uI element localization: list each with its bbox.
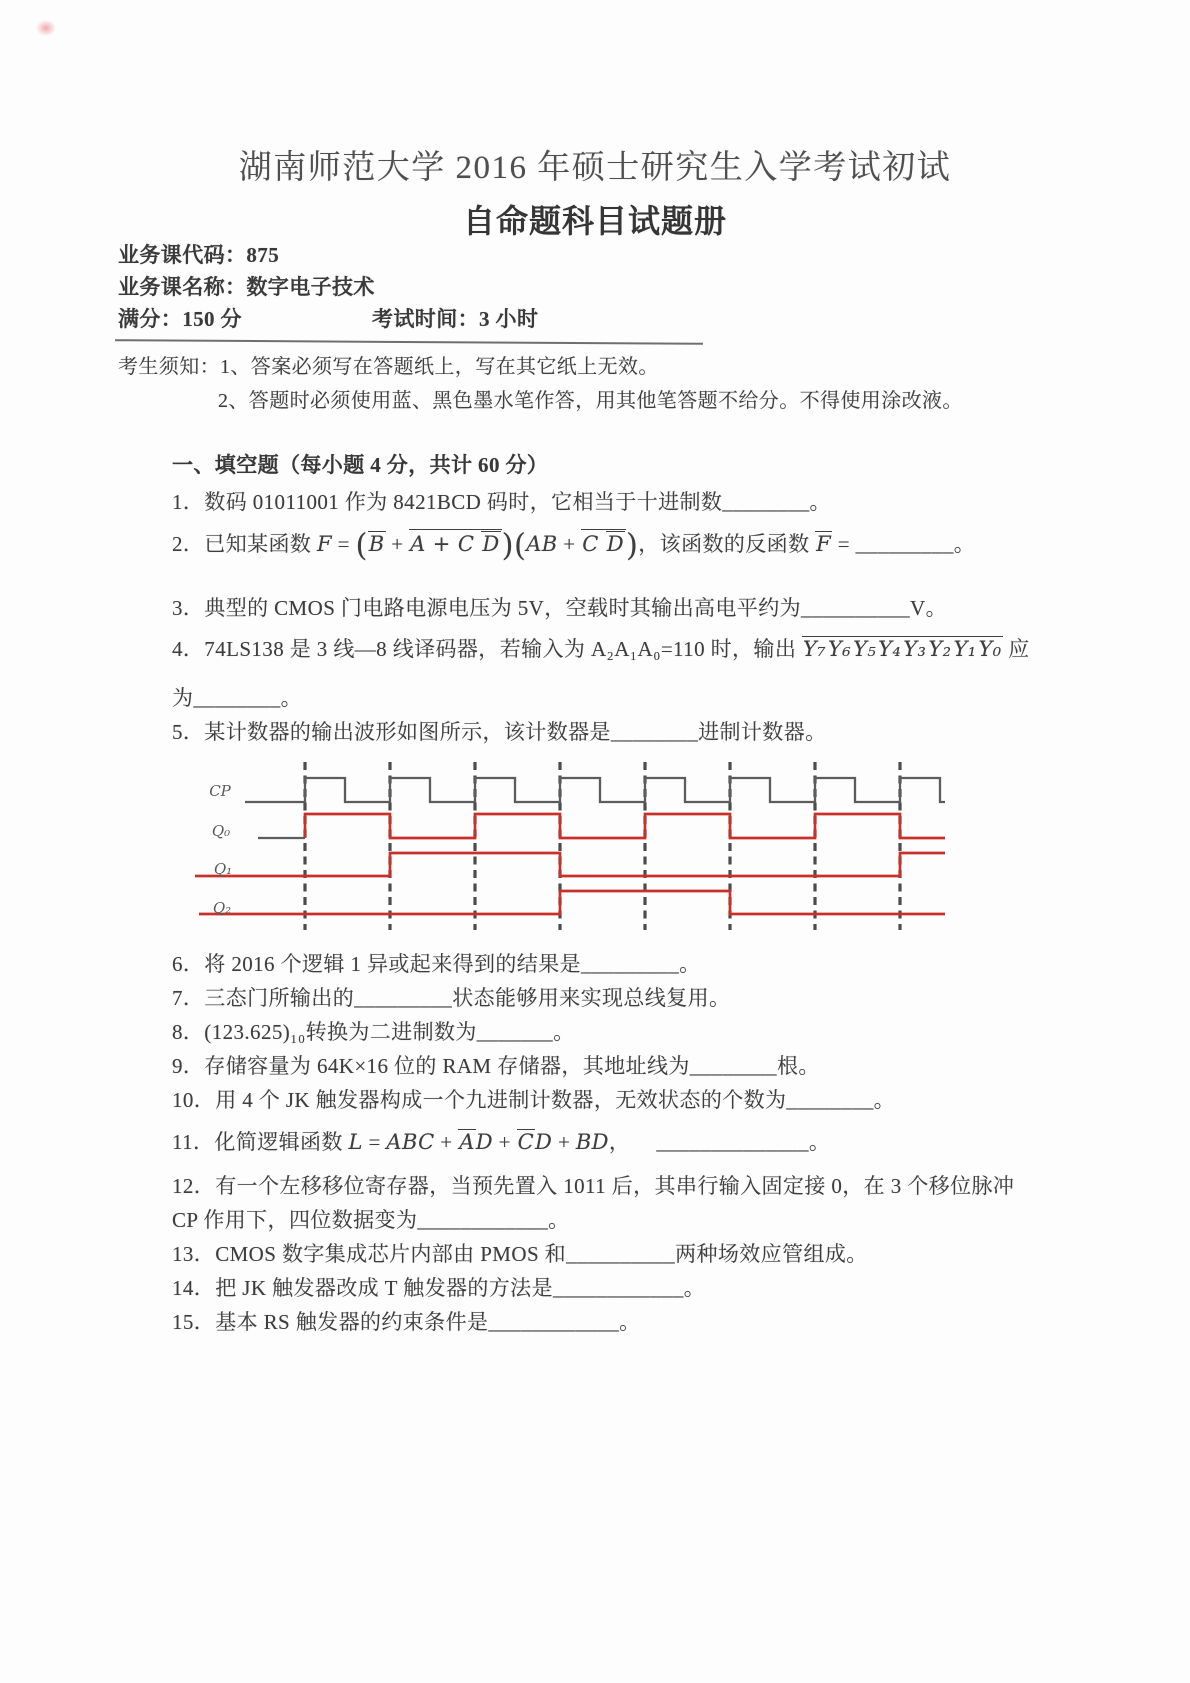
- q2-F: F: [316, 532, 332, 556]
- q2-label: Q₂: [212, 899, 232, 917]
- exam-time-value: 3 小时: [479, 307, 539, 331]
- page-title-line2: 自命题科目试题册: [462, 203, 727, 239]
- question-14: 14．把 JK 触发器改成 T 触发器的方法是____________。: [172, 1276, 706, 1300]
- notice-item2: 2、答题时必须使用蓝、黑色墨水笔作答，用其他笔答题不给分。不得使用涂改液。: [218, 390, 963, 412]
- q1-label: Q₁: [213, 860, 233, 878]
- course-code-label: 业务课代码：: [118, 243, 247, 267]
- q11-text: 11．化简逻辑函数: [172, 1130, 349, 1154]
- q2-eq: =: [331, 532, 356, 556]
- question-4-line2: 为________。: [172, 686, 302, 710]
- full-score-value: 150 分: [182, 307, 242, 331]
- waveform-svg: [185, 752, 945, 942]
- q11-BD: BD: [575, 1130, 609, 1154]
- q2-paren: (: [355, 528, 368, 564]
- q2-group2-bar: C D: [581, 529, 626, 556]
- q4-Y6-bar: Y₆: [827, 637, 852, 661]
- question-6: 6．将 2016 个逻辑 1 异或起来得到的结果是_________。: [172, 952, 701, 976]
- page-title-line1: 湖南师范大学 2016 年硕士研究生入学考试初试: [238, 150, 952, 186]
- question-15: 15．基本 RS 触发器的约束条件是____________。: [172, 1310, 641, 1334]
- full-score-label: 满分：: [118, 307, 183, 331]
- section-heading: 一、填空题（每小题 4 分，共计 60 分）: [172, 453, 549, 477]
- course-name-row: [118, 271, 375, 301]
- q2-plus: +: [385, 532, 410, 556]
- question-12: 12．有一个左移移位寄存器，当预先置入 1011 后，其串行输入固定接 0，在 3 个移位脉冲: [172, 1174, 1015, 1198]
- question-12-line2: CP 作用下，四位数据变为____________。: [172, 1208, 570, 1232]
- q4-Y1-bar: Y₁: [953, 637, 977, 661]
- notice-label: 考生须知：: [118, 356, 220, 378]
- q11-C-bar: C: [517, 1130, 535, 1154]
- question-7: 7．三态门所输出的_________状态能够用来实现总线复用。: [172, 986, 731, 1010]
- q2-parens: )(: [501, 528, 527, 564]
- question-2: [172, 528, 975, 563]
- q4-text2: 应: [1002, 637, 1030, 661]
- notice-line1: [118, 350, 659, 379]
- q4-Y0-bar: Y₀: [978, 637, 1002, 661]
- question-5: 5．某计数器的输出波形如图所示，该计数器是________进制计数器。: [172, 720, 827, 744]
- q2-AB: AB: [526, 532, 558, 556]
- q2-paren-close: ): [625, 528, 639, 564]
- q2-group1-bar: A + C D: [409, 529, 502, 556]
- q2-B-bar: B: [368, 532, 385, 556]
- question-13: 13．CMOS 数字集成芯片内部由 PMOS 和__________两种场效应管组成。: [172, 1242, 868, 1266]
- question-11: 11．化简逻辑函数 L = ABC + AD + CD + BD， ______________。: [172, 1130, 831, 1154]
- question-1: 1．数码 01011001 作为 8421BCD 码时，它相当于十进制数________。: [172, 490, 831, 514]
- notice-item1: 1、答案必须写在答题纸上，写在其它纸上无效。: [220, 356, 659, 378]
- q2-plus2: +: [557, 532, 582, 556]
- exam-time-row: [372, 303, 538, 333]
- q4-Y5-bar: Y₅: [853, 637, 877, 661]
- q11-A-bar: A: [459, 1130, 475, 1154]
- red-ink-smudge: [36, 20, 56, 36]
- q11-blank: ______________。: [656, 1130, 831, 1154]
- q2-D2-bar: D: [606, 532, 624, 556]
- question-8: 8．(123.625)₁₀转换为二进制数为_______。: [172, 1020, 575, 1044]
- counter-waveform-figure: [185, 752, 945, 942]
- q0-label: Q₀: [211, 822, 231, 840]
- course-code-value: 875: [246, 243, 280, 267]
- q2-F-bar: F: [816, 532, 832, 556]
- q4-Y7-bar: Y₇: [802, 637, 826, 661]
- q4-Y4-bar: Y₄: [878, 637, 902, 661]
- course-code-row: [118, 239, 279, 269]
- q2-text2: ，该函数的反函数: [638, 532, 816, 556]
- question-3: 3．典型的 CMOS 门电路电源电压为 5V，空载时其输出高电平约为__________V。: [172, 596, 948, 620]
- question-10: 10．用 4 个 JK 触发器构成一个九进制计数器，无效状态的个数为________。: [172, 1088, 896, 1112]
- notice-line2: [218, 384, 963, 413]
- q2-D-bar: D: [482, 532, 500, 556]
- course-name-value: 数字电子技术: [246, 275, 375, 299]
- cp-label: CP: [209, 782, 231, 800]
- score-row: [118, 303, 242, 333]
- q2-text: 2．已知某函数: [172, 532, 317, 556]
- question-4: [172, 633, 1030, 663]
- header-rule: [115, 339, 703, 345]
- q2-blank: = _________。: [832, 532, 976, 556]
- exam-time-label: 考试时间：: [372, 307, 479, 331]
- q4-text: 4．74LS138 是 3 线—8 线译码器，若输入为 A₂A₁A₀=110 时，输出: [172, 637, 802, 661]
- question-9: 9．存储容量为 64K×16 位的 RAM 存储器，其地址线为________根。: [172, 1054, 820, 1078]
- q4-Y3-bar: Y₃: [903, 637, 927, 661]
- q4-Y2-bar: Y₂: [928, 637, 952, 661]
- q11-ABC: ABC: [386, 1130, 435, 1154]
- q11-L: L: [348, 1130, 363, 1154]
- course-name-label: 业务课名称：: [118, 275, 247, 299]
- q11-eq: =: [362, 1130, 387, 1154]
